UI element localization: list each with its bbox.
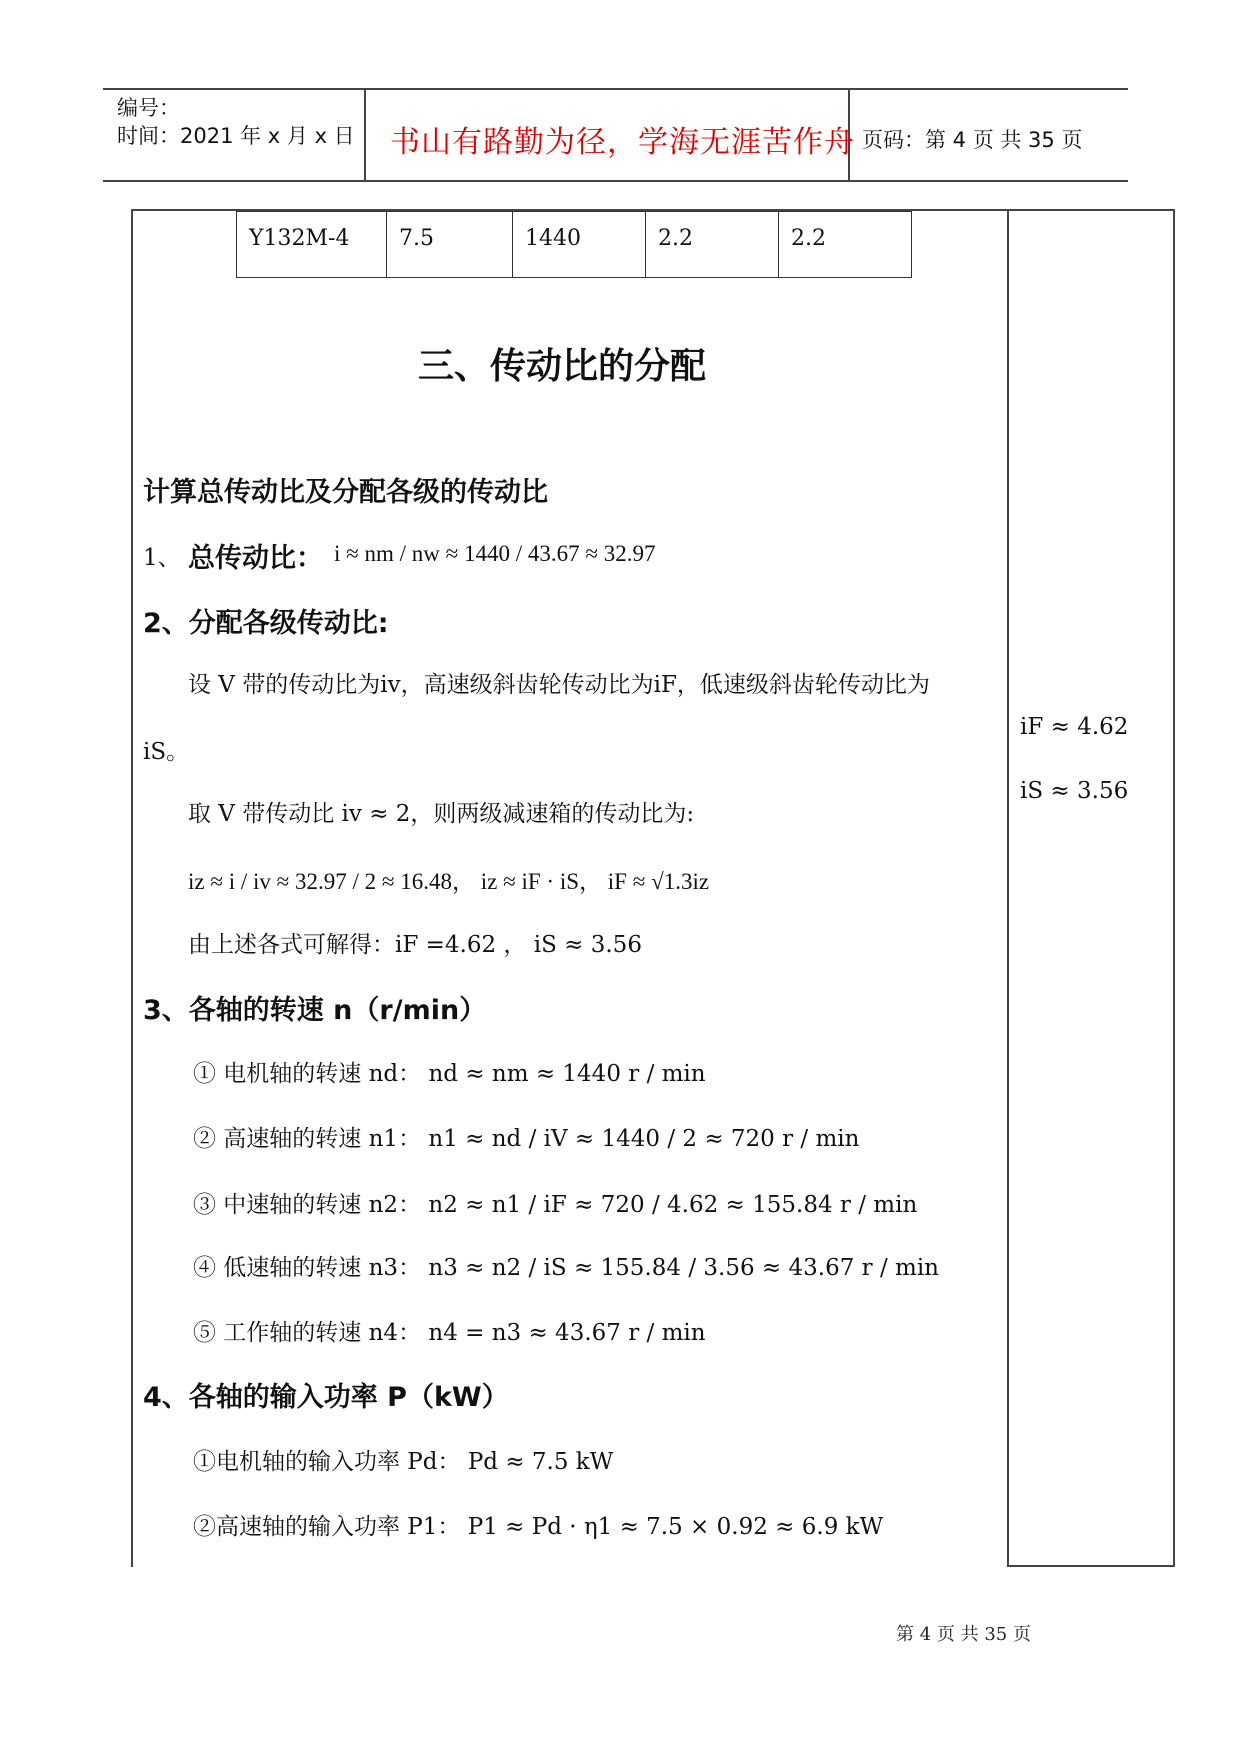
motor-speed-cell: 1440: [513, 212, 646, 278]
item2-heading: 2、分配各级传动比:: [143, 608, 389, 639]
page-footer: 第 4 页 共 35 页: [896, 1624, 1031, 1645]
power-line-motor: ①电机轴的输入功率 Pd： Pd ≈ 7.5 kW: [193, 1449, 614, 1475]
item4-heading: 4、各轴的输入功率 P（kW）: [143, 1382, 509, 1413]
header-time-label: 时间：2021 年 x 月 x 日: [117, 124, 355, 148]
side-note-iF: iF ≈ 4.62: [1020, 714, 1129, 740]
item1-heading: 总传动比：: [188, 543, 323, 574]
motor-power-cell: 7.5: [387, 212, 513, 278]
header-divider-left: [364, 88, 366, 181]
header-top-rule: [103, 88, 1128, 90]
speed-line-mid: ③ 中速轴的转速 n2： n2 ≈ n1 / iF ≈ 720 / 4.62 ≈ 155.84 r / min: [193, 1192, 918, 1218]
header-bottom-rule: [103, 180, 1128, 182]
header-number-label: 编号：: [117, 96, 180, 120]
motor-spec-table: [236, 211, 912, 278]
item2-para2: 取 V 带传动比 iv ≈ 2，则两级减速箱的传动比为:: [188, 801, 695, 827]
motor-ratio2-cell: 2.2: [779, 212, 912, 278]
speed-line-work: ⑤ 工作轴的转速 n4： n4 = n3 ≈ 43.67 r / min: [193, 1320, 706, 1346]
item2-para1: 设 V 带的传动比为iv，高速级斜齿轮传动比为iF，低速级斜齿轮传动比为: [188, 672, 930, 698]
power-line-high: ②高速轴的输入功率 P1： P1 ≈ Pd · η1 ≈ 7.5 × 0.92 ≈ 6.9 kW: [193, 1514, 884, 1540]
header-motto: 书山有路勤为径，学海无涯苦作舟: [390, 125, 855, 160]
item2-solve: 由上述各式可解得：iF =4.62 ， iS ≈ 3.56: [188, 932, 642, 958]
main-table-left-border: [131, 209, 133, 1567]
speed-line-low: ④ 低速轴的转速 n3： n3 ≈ n2 / iS ≈ 155.84 / 3.56 ≈ 43.67 r / min: [193, 1255, 939, 1281]
calc-subtitle: 计算总传动比及分配各级的传动比: [143, 477, 548, 508]
side-note-iS: iS ≈ 3.56: [1020, 778, 1129, 804]
item3-heading: 3、各轴的转速 n（r/min）: [143, 995, 487, 1026]
motor-model-cell: Y132M-4: [237, 212, 387, 278]
main-table-mid-border: [1007, 209, 1009, 1567]
speed-line-motor: ① 电机轴的转速 nd： nd ≈ nm ≈ 1440 r / min: [193, 1061, 706, 1087]
main-table-bottom-rule: [1007, 1565, 1174, 1567]
item1-label: 1、: [143, 545, 181, 571]
header-page-label: 页码：第 4 页 共 35 页: [862, 128, 1083, 152]
section-title: 三、传动比的分配: [418, 346, 707, 387]
main-table-right-border: [1173, 209, 1175, 1567]
item2-para1-end: iS。: [143, 739, 190, 765]
motor-ratio1-cell: 2.2: [646, 212, 779, 278]
item1-formula: i ≈ nm / nw ≈ 1440 / 43.67 ≈ 32.97: [334, 541, 656, 566]
item2-formula: iz ≈ i / iv ≈ 32.97 / 2 ≈ 16.48， iz ≈ iF · iS， iF ≈ √1.3iz: [188, 869, 710, 894]
table-row: [237, 212, 912, 278]
speed-line-high: ② 高速轴的转速 n1： n1 ≈ nd / iV ≈ 1440 / 2 ≈ 720 r / min: [193, 1126, 860, 1152]
